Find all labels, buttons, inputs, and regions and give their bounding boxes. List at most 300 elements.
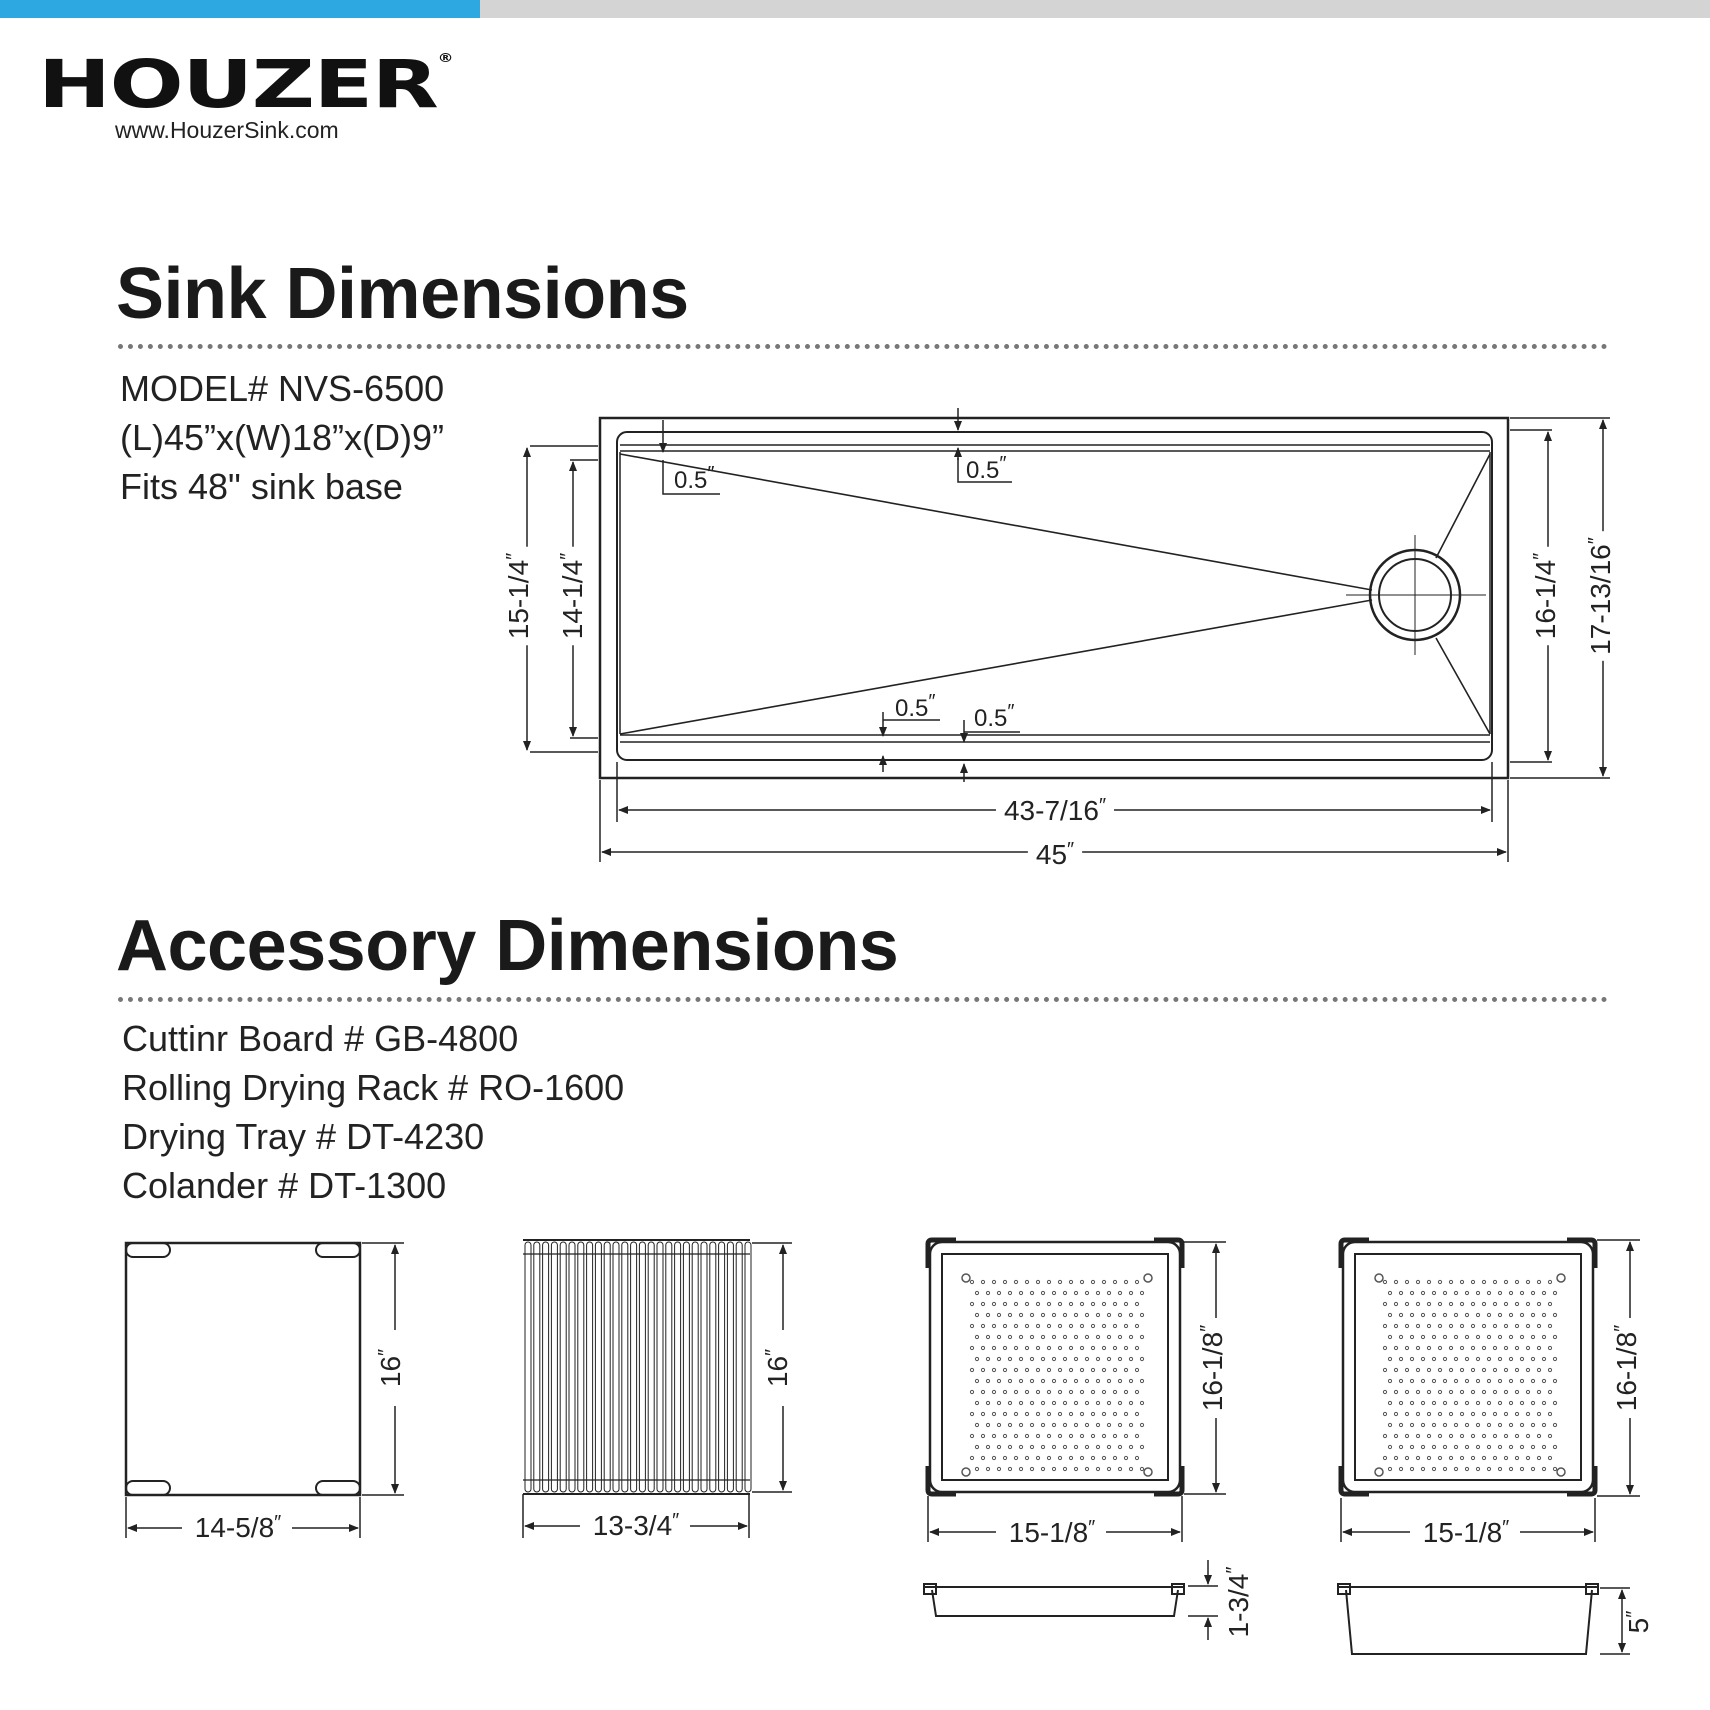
board-outline — [126, 1243, 360, 1495]
perforation-hole — [992, 1390, 995, 1393]
perforation-hole — [986, 1313, 989, 1316]
rack-bar — [534, 1242, 540, 1492]
perforation-hole — [992, 1412, 995, 1415]
perforation-hole — [1047, 1434, 1050, 1437]
perforation-hole — [1438, 1434, 1441, 1437]
perforation-hole — [1135, 1346, 1138, 1349]
perforation-hole — [1140, 1467, 1143, 1470]
perforation-hole — [1047, 1280, 1050, 1283]
perforation-hole — [1449, 1280, 1452, 1283]
drying-tray-drawing — [924, 1240, 1226, 1640]
perforation-hole — [1102, 1368, 1105, 1371]
perforation-hole — [986, 1401, 989, 1404]
perforation-hole — [992, 1280, 995, 1283]
perforation-hole — [1008, 1445, 1011, 1448]
perforation-hole — [1140, 1401, 1143, 1404]
perforation-hole — [1008, 1379, 1011, 1382]
perforation-hole — [1058, 1390, 1061, 1393]
perforation-hole — [1019, 1445, 1022, 1448]
perforation-hole — [1140, 1423, 1143, 1426]
perforation-hole — [1091, 1412, 1094, 1415]
perforation-hole — [1471, 1346, 1474, 1349]
perforation-hole — [970, 1280, 973, 1283]
perforation-hole — [1520, 1445, 1523, 1448]
perforation-hole — [1449, 1434, 1452, 1437]
sink-size: (L)45”x(W)18”x(D)9” — [120, 417, 444, 458]
perforation-hole — [1471, 1434, 1474, 1437]
perforation-hole — [1476, 1313, 1479, 1316]
perforation-hole — [1036, 1412, 1039, 1415]
perforation-hole — [1014, 1346, 1017, 1349]
perforation-hole — [1047, 1368, 1050, 1371]
accessory-item-drying-tray: Drying Tray # DT-4230 — [122, 1116, 485, 1157]
perforation-hole — [1449, 1346, 1452, 1349]
label-board-width: 14-5/8″ — [194, 1512, 282, 1543]
perforation-hole — [1399, 1335, 1402, 1338]
perforation-hole — [1553, 1291, 1556, 1294]
perforation-hole — [975, 1313, 978, 1316]
perforation-hole — [975, 1423, 978, 1426]
rack-bar — [595, 1242, 601, 1492]
perforation-hole — [1476, 1335, 1479, 1338]
perforation-hole — [1091, 1280, 1094, 1283]
perforation-hole — [1476, 1467, 1479, 1470]
label-offset-bottom-left: 0.5″ — [895, 691, 936, 722]
perforation-hole — [1118, 1291, 1121, 1294]
perforation-hole — [1465, 1423, 1468, 1426]
perforation-hole — [1003, 1434, 1006, 1437]
perforation-hole — [1102, 1434, 1105, 1437]
perforation-hole — [1085, 1379, 1088, 1382]
perforation-hole — [1410, 1423, 1413, 1426]
perforation-hole — [1085, 1313, 1088, 1316]
perforation-hole — [1504, 1302, 1507, 1305]
perforation-hole — [1553, 1467, 1556, 1470]
perforation-hole — [1388, 1423, 1391, 1426]
perforation-hole — [975, 1379, 978, 1382]
perforation-hole — [1443, 1423, 1446, 1426]
perforation-hole — [1410, 1291, 1413, 1294]
perforation-hole — [1388, 1467, 1391, 1470]
perforation-hole — [1003, 1302, 1006, 1305]
perforation-hole — [1008, 1401, 1011, 1404]
perforation-hole — [1487, 1335, 1490, 1338]
perforation-hole — [1498, 1467, 1501, 1470]
perforation-hole — [1460, 1346, 1463, 1349]
perforation-hole — [1520, 1357, 1523, 1360]
perforation-hole — [1085, 1291, 1088, 1294]
perforation-hole — [981, 1412, 984, 1415]
perforation-hole — [1432, 1291, 1435, 1294]
perforation-hole — [1449, 1368, 1452, 1371]
perforation-hole — [1030, 1357, 1033, 1360]
perforation-hole — [1063, 1379, 1066, 1382]
perforation-hole — [970, 1346, 973, 1349]
perforation-hole — [1432, 1467, 1435, 1470]
label-board-height: 16″ — [375, 1348, 406, 1388]
perforation-hole — [1036, 1280, 1039, 1283]
perforation-hole — [1476, 1445, 1479, 1448]
label-offset-top-mid: 0.5″ — [966, 453, 1007, 484]
perforation-hole — [1080, 1434, 1083, 1437]
perforation-hole — [1069, 1346, 1072, 1349]
perforation-hole — [1493, 1390, 1496, 1393]
label-length-outer: 45″ — [1035, 839, 1075, 870]
perforation-hole — [1438, 1280, 1441, 1283]
perforation-hole — [1399, 1379, 1402, 1382]
perforation-hole — [1091, 1368, 1094, 1371]
perforation-hole — [1113, 1324, 1116, 1327]
perforation-hole — [1383, 1390, 1386, 1393]
perforation-hole — [997, 1445, 1000, 1448]
perforation-hole — [1003, 1368, 1006, 1371]
perforation-hole — [1129, 1379, 1132, 1382]
perforation-hole — [1548, 1390, 1551, 1393]
perforation-hole — [1388, 1379, 1391, 1382]
perforation-hole — [1113, 1434, 1116, 1437]
perforation-hole — [1542, 1357, 1545, 1360]
perforation-hole — [1096, 1335, 1099, 1338]
perforation-hole — [1124, 1302, 1127, 1305]
perforation-hole — [1047, 1456, 1050, 1459]
perforation-hole — [975, 1401, 978, 1404]
perforation-hole — [1416, 1346, 1419, 1349]
perforation-hole — [1008, 1467, 1011, 1470]
perforation-hole — [986, 1335, 989, 1338]
perforation-hole — [1118, 1467, 1121, 1470]
perforation-hole — [1443, 1467, 1446, 1470]
rack-bar — [525, 1242, 531, 1492]
perforation-hole — [1399, 1357, 1402, 1360]
perforation-hole — [1410, 1379, 1413, 1382]
perforation-hole — [1036, 1346, 1039, 1349]
perforation-hole — [1471, 1280, 1474, 1283]
perforation-hole — [1416, 1456, 1419, 1459]
perforation-hole — [1531, 1379, 1534, 1382]
perforation-hole — [1438, 1368, 1441, 1371]
perforation-hole — [1135, 1390, 1138, 1393]
perforation-hole — [1548, 1368, 1551, 1371]
rack-bar — [692, 1242, 698, 1492]
perforation-hole — [1531, 1467, 1534, 1470]
perforation-hole — [1014, 1456, 1017, 1459]
perforation-hole — [1493, 1368, 1496, 1371]
perforation-hole — [1080, 1368, 1083, 1371]
rack-bar — [543, 1242, 549, 1492]
perforation-hole — [1537, 1280, 1540, 1283]
perforation-hole — [1030, 1467, 1033, 1470]
perforation-hole — [1405, 1346, 1408, 1349]
perforation-hole — [1520, 1291, 1523, 1294]
perforation-hole — [1498, 1313, 1501, 1316]
perforation-hole — [1405, 1324, 1408, 1327]
perforation-hole — [1454, 1291, 1457, 1294]
rack-bar — [578, 1242, 584, 1492]
perforation-hole — [1438, 1302, 1441, 1305]
rack-bar — [648, 1242, 654, 1492]
perforation-hole — [1063, 1445, 1066, 1448]
perforation-hole — [1405, 1412, 1408, 1415]
perforation-hole — [1405, 1302, 1408, 1305]
perforation-hole — [997, 1313, 1000, 1316]
perforation-hole — [1537, 1324, 1540, 1327]
perforation-hole — [1014, 1280, 1017, 1283]
perforation-hole — [1443, 1357, 1446, 1360]
perforation-hole — [1410, 1357, 1413, 1360]
perforation-hole — [1454, 1467, 1457, 1470]
perforation-hole — [1421, 1291, 1424, 1294]
perforation-hole — [1416, 1368, 1419, 1371]
perforation-hole — [1443, 1401, 1446, 1404]
perforation-hole — [997, 1379, 1000, 1382]
perforation-hole — [986, 1291, 989, 1294]
perforation-hole — [1498, 1357, 1501, 1360]
perforation-hole — [1014, 1434, 1017, 1437]
perforation-hole — [1542, 1291, 1545, 1294]
rack-bar — [639, 1242, 645, 1492]
perforation-hole — [981, 1302, 984, 1305]
perforation-hole — [1520, 1401, 1523, 1404]
perforation-hole — [981, 1346, 984, 1349]
perforation-hole — [1476, 1291, 1479, 1294]
perforation-hole — [986, 1379, 989, 1382]
perforation-hole — [1113, 1302, 1116, 1305]
perforation-hole — [1080, 1346, 1083, 1349]
perforation-hole — [1537, 1390, 1540, 1393]
website-url: www.HouzerSink.com — [115, 117, 339, 143]
perforation-hole — [1394, 1412, 1397, 1415]
perforation-hole — [1542, 1335, 1545, 1338]
perforation-hole — [1047, 1302, 1050, 1305]
accessory-item-colander: Colander # DT-1300 — [122, 1165, 447, 1206]
perforation-hole — [1118, 1423, 1121, 1426]
perforation-hole — [1548, 1280, 1551, 1283]
perforation-hole — [1432, 1423, 1435, 1426]
sink-model: MODEL# NVS-6500 — [120, 368, 445, 409]
perforation-hole — [1531, 1401, 1534, 1404]
perforation-hole — [1085, 1357, 1088, 1360]
perforation-hole — [1102, 1346, 1105, 1349]
perforation-hole — [1008, 1357, 1011, 1360]
perforation-hole — [1526, 1412, 1529, 1415]
perforation-hole — [1074, 1423, 1077, 1426]
rack-bar — [710, 1242, 716, 1492]
accessory-item-cutting-board: Cuttinr Board # GB-4800 — [122, 1018, 519, 1059]
perforation-hole — [1427, 1280, 1430, 1283]
perforation-hole — [1069, 1302, 1072, 1305]
perforation-hole — [1025, 1390, 1028, 1393]
perforation-hole — [1383, 1434, 1386, 1437]
perforation-hole — [1509, 1335, 1512, 1338]
perforation-hole — [997, 1335, 1000, 1338]
perforation-hole — [1438, 1390, 1441, 1393]
perforation-hole — [1041, 1379, 1044, 1382]
perforation-hole — [1129, 1445, 1132, 1448]
perforation-hole — [1471, 1368, 1474, 1371]
perforation-hole — [1025, 1346, 1028, 1349]
perforation-hole — [1030, 1379, 1033, 1382]
perforation-hole — [1383, 1280, 1386, 1283]
perforation-hole — [1460, 1324, 1463, 1327]
perforation-hole — [1052, 1423, 1055, 1426]
perforation-hole — [1416, 1434, 1419, 1437]
rack-bar — [666, 1242, 672, 1492]
perforation-hole — [1003, 1412, 1006, 1415]
perforation-hole — [1399, 1423, 1402, 1426]
perforation-hole — [1498, 1423, 1501, 1426]
perforation-hole — [1058, 1434, 1061, 1437]
perforation-hole — [1096, 1379, 1099, 1382]
perforation-hole — [1537, 1412, 1540, 1415]
perforation-hole — [1113, 1390, 1116, 1393]
perforation-hole — [1460, 1280, 1463, 1283]
accessory-dimension-labels — [182, 1318, 1654, 1637]
label-height-inner-right: 16-1/4″ — [1530, 552, 1561, 640]
perforation-hole — [1526, 1434, 1529, 1437]
perforation-hole — [970, 1456, 973, 1459]
perforation-hole — [1069, 1456, 1072, 1459]
perforation-hole — [1515, 1346, 1518, 1349]
perforation-hole — [992, 1346, 995, 1349]
perforation-hole — [1383, 1346, 1386, 1349]
perforation-hole — [1091, 1346, 1094, 1349]
perforation-hole — [1003, 1280, 1006, 1283]
perforation-hole — [1124, 1368, 1127, 1371]
perforation-hole — [1427, 1456, 1430, 1459]
perforation-hole — [1014, 1324, 1017, 1327]
perforation-hole — [981, 1368, 984, 1371]
perforation-hole — [1504, 1456, 1507, 1459]
perforation-hole — [1383, 1412, 1386, 1415]
perforation-hole — [1074, 1335, 1077, 1338]
colander-drawing — [1338, 1240, 1640, 1654]
perforation-hole — [1019, 1401, 1022, 1404]
perforation-hole — [1047, 1346, 1050, 1349]
perforation-hole — [1096, 1401, 1099, 1404]
perforation-hole — [1085, 1401, 1088, 1404]
perforation-hole — [1471, 1456, 1474, 1459]
perforation-hole — [1107, 1445, 1110, 1448]
perforation-hole — [1443, 1335, 1446, 1338]
perforation-hole — [1520, 1335, 1523, 1338]
perforation-hole — [1124, 1412, 1127, 1415]
perforation-hole — [1487, 1467, 1490, 1470]
rack-bar — [613, 1242, 619, 1492]
perforation-hole — [1542, 1379, 1545, 1382]
perforation-hole — [1493, 1302, 1496, 1305]
perforation-hole — [1019, 1379, 1022, 1382]
perforation-hole — [1476, 1401, 1479, 1404]
rack-bar — [604, 1242, 610, 1492]
perforation-hole — [1129, 1291, 1132, 1294]
perforation-hole — [1509, 1357, 1512, 1360]
perforation-hole — [1041, 1423, 1044, 1426]
perforation-hole — [1493, 1434, 1496, 1437]
perforation-hole — [986, 1423, 989, 1426]
perforation-hole — [981, 1324, 984, 1327]
colander-perforations — [1375, 1274, 1565, 1476]
perforation-hole — [1504, 1324, 1507, 1327]
perforation-hole — [1482, 1412, 1485, 1415]
rack-bar — [745, 1242, 751, 1492]
label-length-inner: 43-7/16″ — [1003, 795, 1107, 826]
perforation-hole — [981, 1390, 984, 1393]
perforation-hole — [1096, 1291, 1099, 1294]
perforation-hole — [1465, 1291, 1468, 1294]
perforation-hole — [1063, 1313, 1066, 1316]
perforation-hole — [1096, 1445, 1099, 1448]
perforation-hole — [1113, 1456, 1116, 1459]
perforation-hole — [1427, 1390, 1430, 1393]
perforation-hole — [1036, 1434, 1039, 1437]
perforation-hole — [1465, 1379, 1468, 1382]
perforation-hole — [1410, 1467, 1413, 1470]
cutting-board-drawing — [126, 1243, 404, 1538]
label-tray-depth: 1-3/4″ — [1223, 1566, 1254, 1638]
perforation-hole — [1030, 1313, 1033, 1316]
perforation-hole — [1438, 1346, 1441, 1349]
perforation-hole — [1074, 1357, 1077, 1360]
perforation-hole — [1454, 1357, 1457, 1360]
perforation-hole — [1465, 1313, 1468, 1316]
perforation-hole — [1416, 1390, 1419, 1393]
perforation-hole — [1471, 1302, 1474, 1305]
perforation-hole — [1135, 1324, 1138, 1327]
perforation-hole — [970, 1302, 973, 1305]
perforation-hole — [1036, 1324, 1039, 1327]
perforation-hole — [1421, 1357, 1424, 1360]
perforation-hole — [1394, 1324, 1397, 1327]
board-handle-br — [316, 1481, 360, 1495]
perforation-hole — [1487, 1313, 1490, 1316]
perforation-hole — [1069, 1390, 1072, 1393]
board-handle-bl — [126, 1481, 170, 1495]
perforation-hole — [1548, 1456, 1551, 1459]
perforation-hole — [1129, 1357, 1132, 1360]
perforation-hole — [1394, 1280, 1397, 1283]
perforation-hole — [1003, 1324, 1006, 1327]
perforation-hole — [1041, 1313, 1044, 1316]
perforation-hole — [1465, 1357, 1468, 1360]
perforation-hole — [1102, 1324, 1105, 1327]
accessory-item-drying-rack: Rolling Drying Rack # RO-1600 — [122, 1067, 625, 1108]
perforation-hole — [1047, 1324, 1050, 1327]
perforation-hole — [1124, 1324, 1127, 1327]
perforation-hole — [1482, 1456, 1485, 1459]
perforation-hole — [1069, 1412, 1072, 1415]
perforation-hole — [1394, 1346, 1397, 1349]
perforation-hole — [1113, 1280, 1116, 1283]
perforation-hole — [1069, 1280, 1072, 1283]
perforation-hole — [1421, 1445, 1424, 1448]
perforation-hole — [1080, 1412, 1083, 1415]
perforation-hole — [1074, 1291, 1077, 1294]
perforation-hole — [1388, 1357, 1391, 1360]
perforation-hole — [1129, 1467, 1132, 1470]
perforation-hole — [975, 1291, 978, 1294]
perforation-hole — [1058, 1456, 1061, 1459]
perforation-hole — [1443, 1291, 1446, 1294]
perforation-hole — [1107, 1357, 1110, 1360]
perforation-hole — [1025, 1412, 1028, 1415]
accessory-dimensions-heading: Accessory Dimensions — [116, 906, 899, 986]
perforation-hole — [1019, 1313, 1022, 1316]
perforation-hole — [1394, 1390, 1397, 1393]
sink-dimensions-heading: Sink Dimensions — [116, 254, 689, 334]
logo-text: HOUZER — [38, 46, 438, 123]
perforation-hole — [1014, 1390, 1017, 1393]
perforation-hole — [1427, 1346, 1430, 1349]
